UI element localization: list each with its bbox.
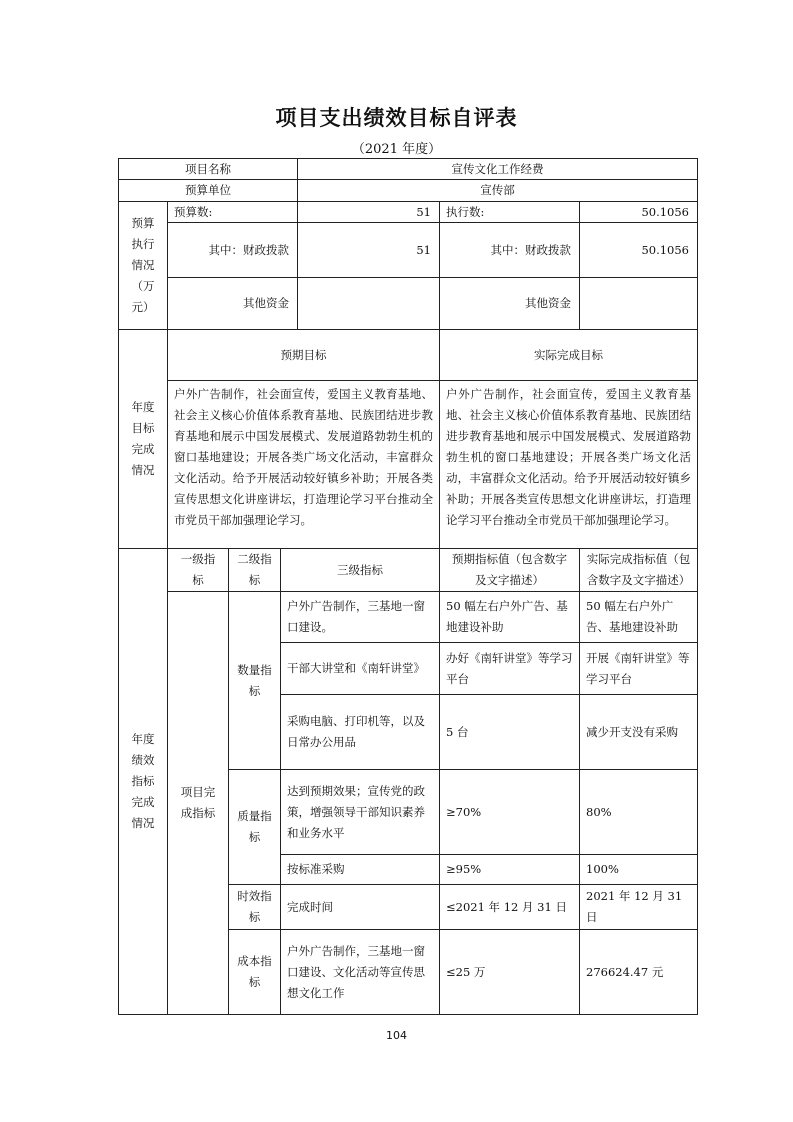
table-row-timeliness-1-name: 完成时间 xyxy=(280,884,440,930)
expected-goal-header: 预期目标 xyxy=(167,329,440,381)
table-row-quantity-3-name: 采购电脑、打印机等，以及日常办公用品 xyxy=(280,694,440,770)
fiscal-exec-label: 其中：财政拨款 xyxy=(439,222,580,278)
other-funds-label: 其他资金 xyxy=(167,277,298,330)
table-row-quality-2-actual: 100% xyxy=(579,854,698,885)
level1-indicator-header: 一级指 标 xyxy=(167,548,229,592)
project-name-value: 宣传文化工作经费 xyxy=(297,158,698,180)
table-row-timeliness-1-expected: ≤2021 年 12 月 31 日 xyxy=(439,884,580,930)
budget-execution-section-label: 预算 执行 情况 （万 元） xyxy=(118,201,168,330)
fiscal-budget-label: 其中：财政拨款 xyxy=(167,222,298,278)
fiscal-budget-value: 51 xyxy=(297,222,440,278)
other-funds-exec-value xyxy=(579,277,698,330)
project-completion-indicator-label: 项目完 成指标 xyxy=(167,591,229,1015)
table-row-quantity-2-expected: 办好《南轩讲堂》等学习平台 xyxy=(439,642,580,695)
table-row-quality-1-name: 达到预期效果；宣传党的政策，增强领导干部知识素养和业务水平 xyxy=(280,769,440,855)
document-subtitle: （2021 年度） xyxy=(351,142,442,157)
budget-amount-value: 51 xyxy=(297,201,440,223)
table-row-timeliness-1-actual: 2021 年 12 月 31 日 xyxy=(579,884,698,930)
table-row-quantity-1-actual: 50 幅左右户外广告、基地建设补助 xyxy=(579,591,698,643)
project-name-label: 项目名称 xyxy=(118,158,298,180)
table-row-quality-2-name: 按标准采购 xyxy=(280,854,440,885)
budget-unit-value: 宣传部 xyxy=(297,179,698,202)
performance-indicators-section-label: 年度 绩效 指标 完成 情况 xyxy=(118,548,168,1015)
executed-amount-value: 50.1056 xyxy=(579,201,698,223)
table-row-quality-2-expected: ≥95% xyxy=(439,854,580,885)
timeliness-indicator-label: 时效指 标 xyxy=(228,884,281,930)
table-row-quantity-2-name: 干部大讲堂和《南轩讲堂》 xyxy=(280,642,440,695)
table-row-quality-1-actual: 80% xyxy=(579,769,698,855)
expected-value-header: 预期指标值（包含数字 及文字描述） xyxy=(439,548,580,592)
quality-indicator-label: 质量指 标 xyxy=(228,769,281,885)
table-row-cost-1-name: 户外广告制作，三基地一窗口建设、文化活动等宣传思想文化工作 xyxy=(280,929,440,1015)
budget-unit-label: 预算单位 xyxy=(118,179,298,202)
level3-indicator-header: 三级指标 xyxy=(280,548,440,592)
annual-goals-section-label: 年度 目标 完成 情况 xyxy=(118,329,168,549)
other-funds-budget xyxy=(297,277,440,330)
actual-goal-header: 实际完成目标 xyxy=(439,329,698,381)
budget-amount-label: 预算数: xyxy=(167,201,298,223)
actual-value-header: 实际完成指标值（包 含数字及文字描述） xyxy=(579,548,698,592)
table-row-quantity-3-actual: 减少开支没有采购 xyxy=(579,694,698,770)
document-title: 项目支出绩效目标自评表 xyxy=(275,106,518,130)
actual-goal-text: 户外广告制作，社会面宣传，爱国主义教育基地、社会主义核心价值体系教育基地、民族团结进步教育基地和展示中国发展模式、发展道路勃勃生机的窗口基地建设；开展各类广场文化活动，丰富群众文化活动。给予开展活动较好镇乡补助；开展各类宣传思想文化讲座讲坛，打造理论学习平台推动全市党员干部加强理论学习。 xyxy=(439,380,698,549)
table-row-cost-1-expected: ≤25 万 xyxy=(439,929,580,1015)
table-row-quantity-3-expected: 5 台 xyxy=(439,694,580,770)
expected-goal-text: 户外广告制作，社会面宣传，爱国主义教育基地、社会主义核心价值体系教育基地、民族团结进步教育基地和展示中国发展模式、发展道路勃勃生机的窗口基地建设；开展各类广场文化活动，丰富群众文化活动。给予开展活动较好镇乡补助；开展各类宣传思想文化讲座讲坛，打造理论学习平台推动全市党员干部加强理论学习。 xyxy=(167,380,440,549)
fiscal-exec-value: 50.1056 xyxy=(579,222,698,278)
table-row-quantity-1-name: 户外广告制作，三基地一窗口建设。 xyxy=(280,591,440,643)
quantity-indicator-label: 数量指 标 xyxy=(228,591,281,770)
table-row-quantity-2-actual: 开展《南轩讲堂》等学习平台 xyxy=(579,642,698,695)
table-row-cost-1-actual: 276624.47 元 xyxy=(579,929,698,1015)
other-funds-exec-label: 其他资金 xyxy=(439,277,580,330)
table-row-quantity-1-expected: 50 幅左右户外广告、基地建设补助 xyxy=(439,591,580,643)
level2-indicator-header: 二级指 标 xyxy=(228,548,281,592)
page-number: 104 xyxy=(386,1029,407,1042)
cost-indicator-label: 成本指 标 xyxy=(228,929,281,1015)
executed-amount-label: 执行数: xyxy=(439,201,580,223)
table-row-quality-1-expected: ≥70% xyxy=(439,769,580,855)
